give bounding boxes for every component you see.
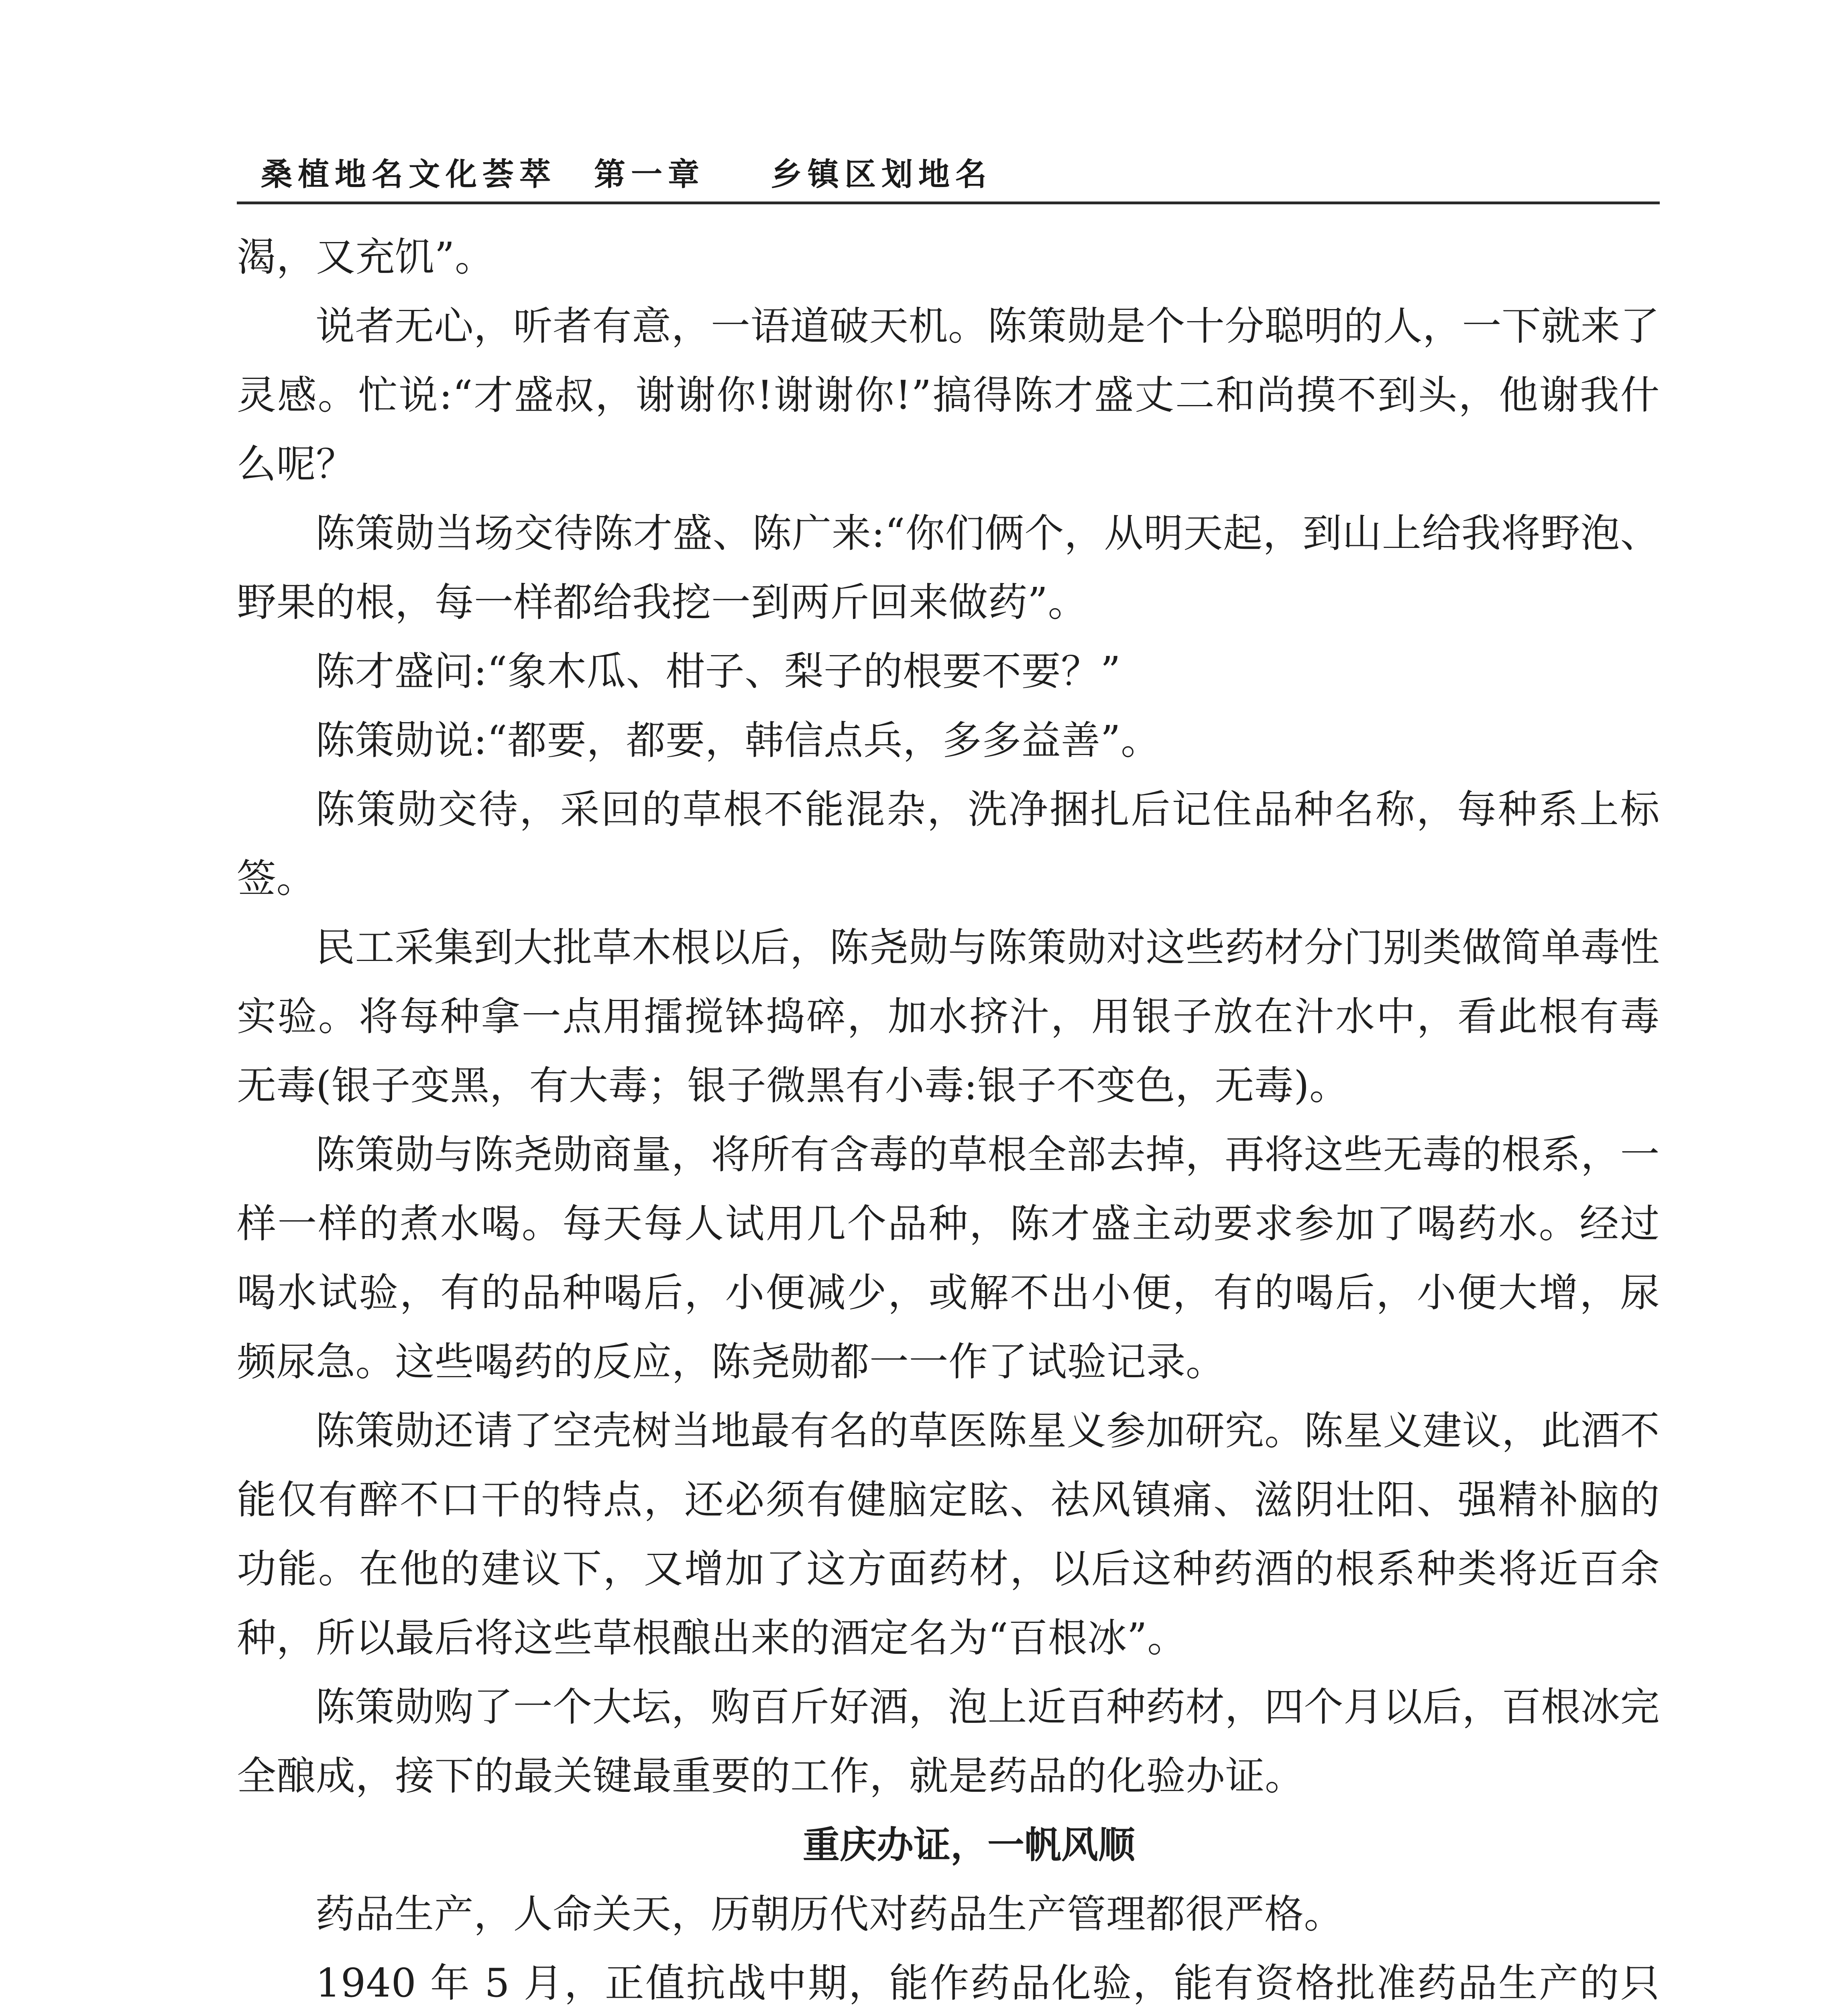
header-book-title: 桑植地名文化荟萃 (261, 157, 557, 193)
running-header (233, 149, 1662, 197)
paragraph: 陈策勋与陈尧勋商量，将所有含毒的草根全部去掉，再将这些无毒的根系，一样一样的煮水喝。每天每人试用几个品种，陈才盛主动要求参加了喝药水。经过喝水试验，有的品种喝后，小便减少，或解不出小便，有的喝后，小便大增，尿频尿急。这些喝药的反应，陈尧勋都一一作了试验记录。 (237, 1132, 1660, 1385)
paragraph: 民工采集到大批草木根以后，陈尧勋与陈策勋对这些药材分门别类做简单毒性实验。将每种拿一点用擂搅钵捣碎，加水挤汁，用银子放在汁水中，看此根有毒无毒(银子变黑，有大毒；银子微黑有小毒:银子不变色，无毒)。 (237, 925, 1660, 1109)
paragraph: 陈策勋还请了空壳树当地最有名的草医陈星义参加研究。陈星义建议，此酒不能仅有醉不口干的特点，还必须有健脑定眩、祛风镇痛、滋阴壮阳、强精补脑的功能。在他的建议下，又增加了这方面药材，以后这种药酒的根系种类将近百余种，所以最后将这些草根酿出来的酒定名为“百根冰”。 (237, 1408, 1660, 1661)
paragraph: 药品生产，人命关天，历朝历代对药品生产管理都很严格。 (315, 1891, 1344, 1937)
paragraph: 渴，又充饥”。 (237, 234, 495, 280)
section-subheading: 重庆办证，一帆风顺 (803, 1824, 1136, 1867)
paragraph: 陈策勋说:“都要，都要，韩信点兵，多多益善”。 (315, 718, 1160, 763)
header-rule (237, 202, 1660, 204)
header-section: 乡镇区划地名 (771, 157, 993, 193)
header-chapter: 第一章 (594, 157, 705, 193)
paragraph: 陈才盛问:“象木瓜、柑子、梨子的根要不要？” (315, 649, 1121, 694)
paragraph: 陈策勋当场交待陈才盛、陈广来:“你们俩个，从明天起，到山上给我将野泡、野果的根，每一样都给我挖一到两斤回来做药”。 (237, 511, 1660, 625)
page-body (237, 223, 1660, 2007)
paragraph: 陈策勋交待，采回的草根不能混杂，洗净捆扎后记住品种名称，每种系上标签。 (237, 787, 1660, 902)
paragraph: 1940 年 5 月，正值抗战中期，能作药品化验，能有资格批准药品生产的只 (315, 1960, 1660, 2006)
paragraph: 陈策勋购了一个大坛，购百斤好酒，泡上近百种药材，四个月以后，百根冰完全酿成，接下的最关键最重要的工作，就是药品的化验办证。 (237, 1684, 1660, 1799)
paragraph: 说者无心，听者有意，一语道破天机。陈策勋是个十分聪明的人，一下就来了灵感。忙说:“才盛叔，谢谢你!谢谢你!”搞得陈才盛丈二和尚摸不到头，他谢我什么呢？ (237, 303, 1660, 487)
